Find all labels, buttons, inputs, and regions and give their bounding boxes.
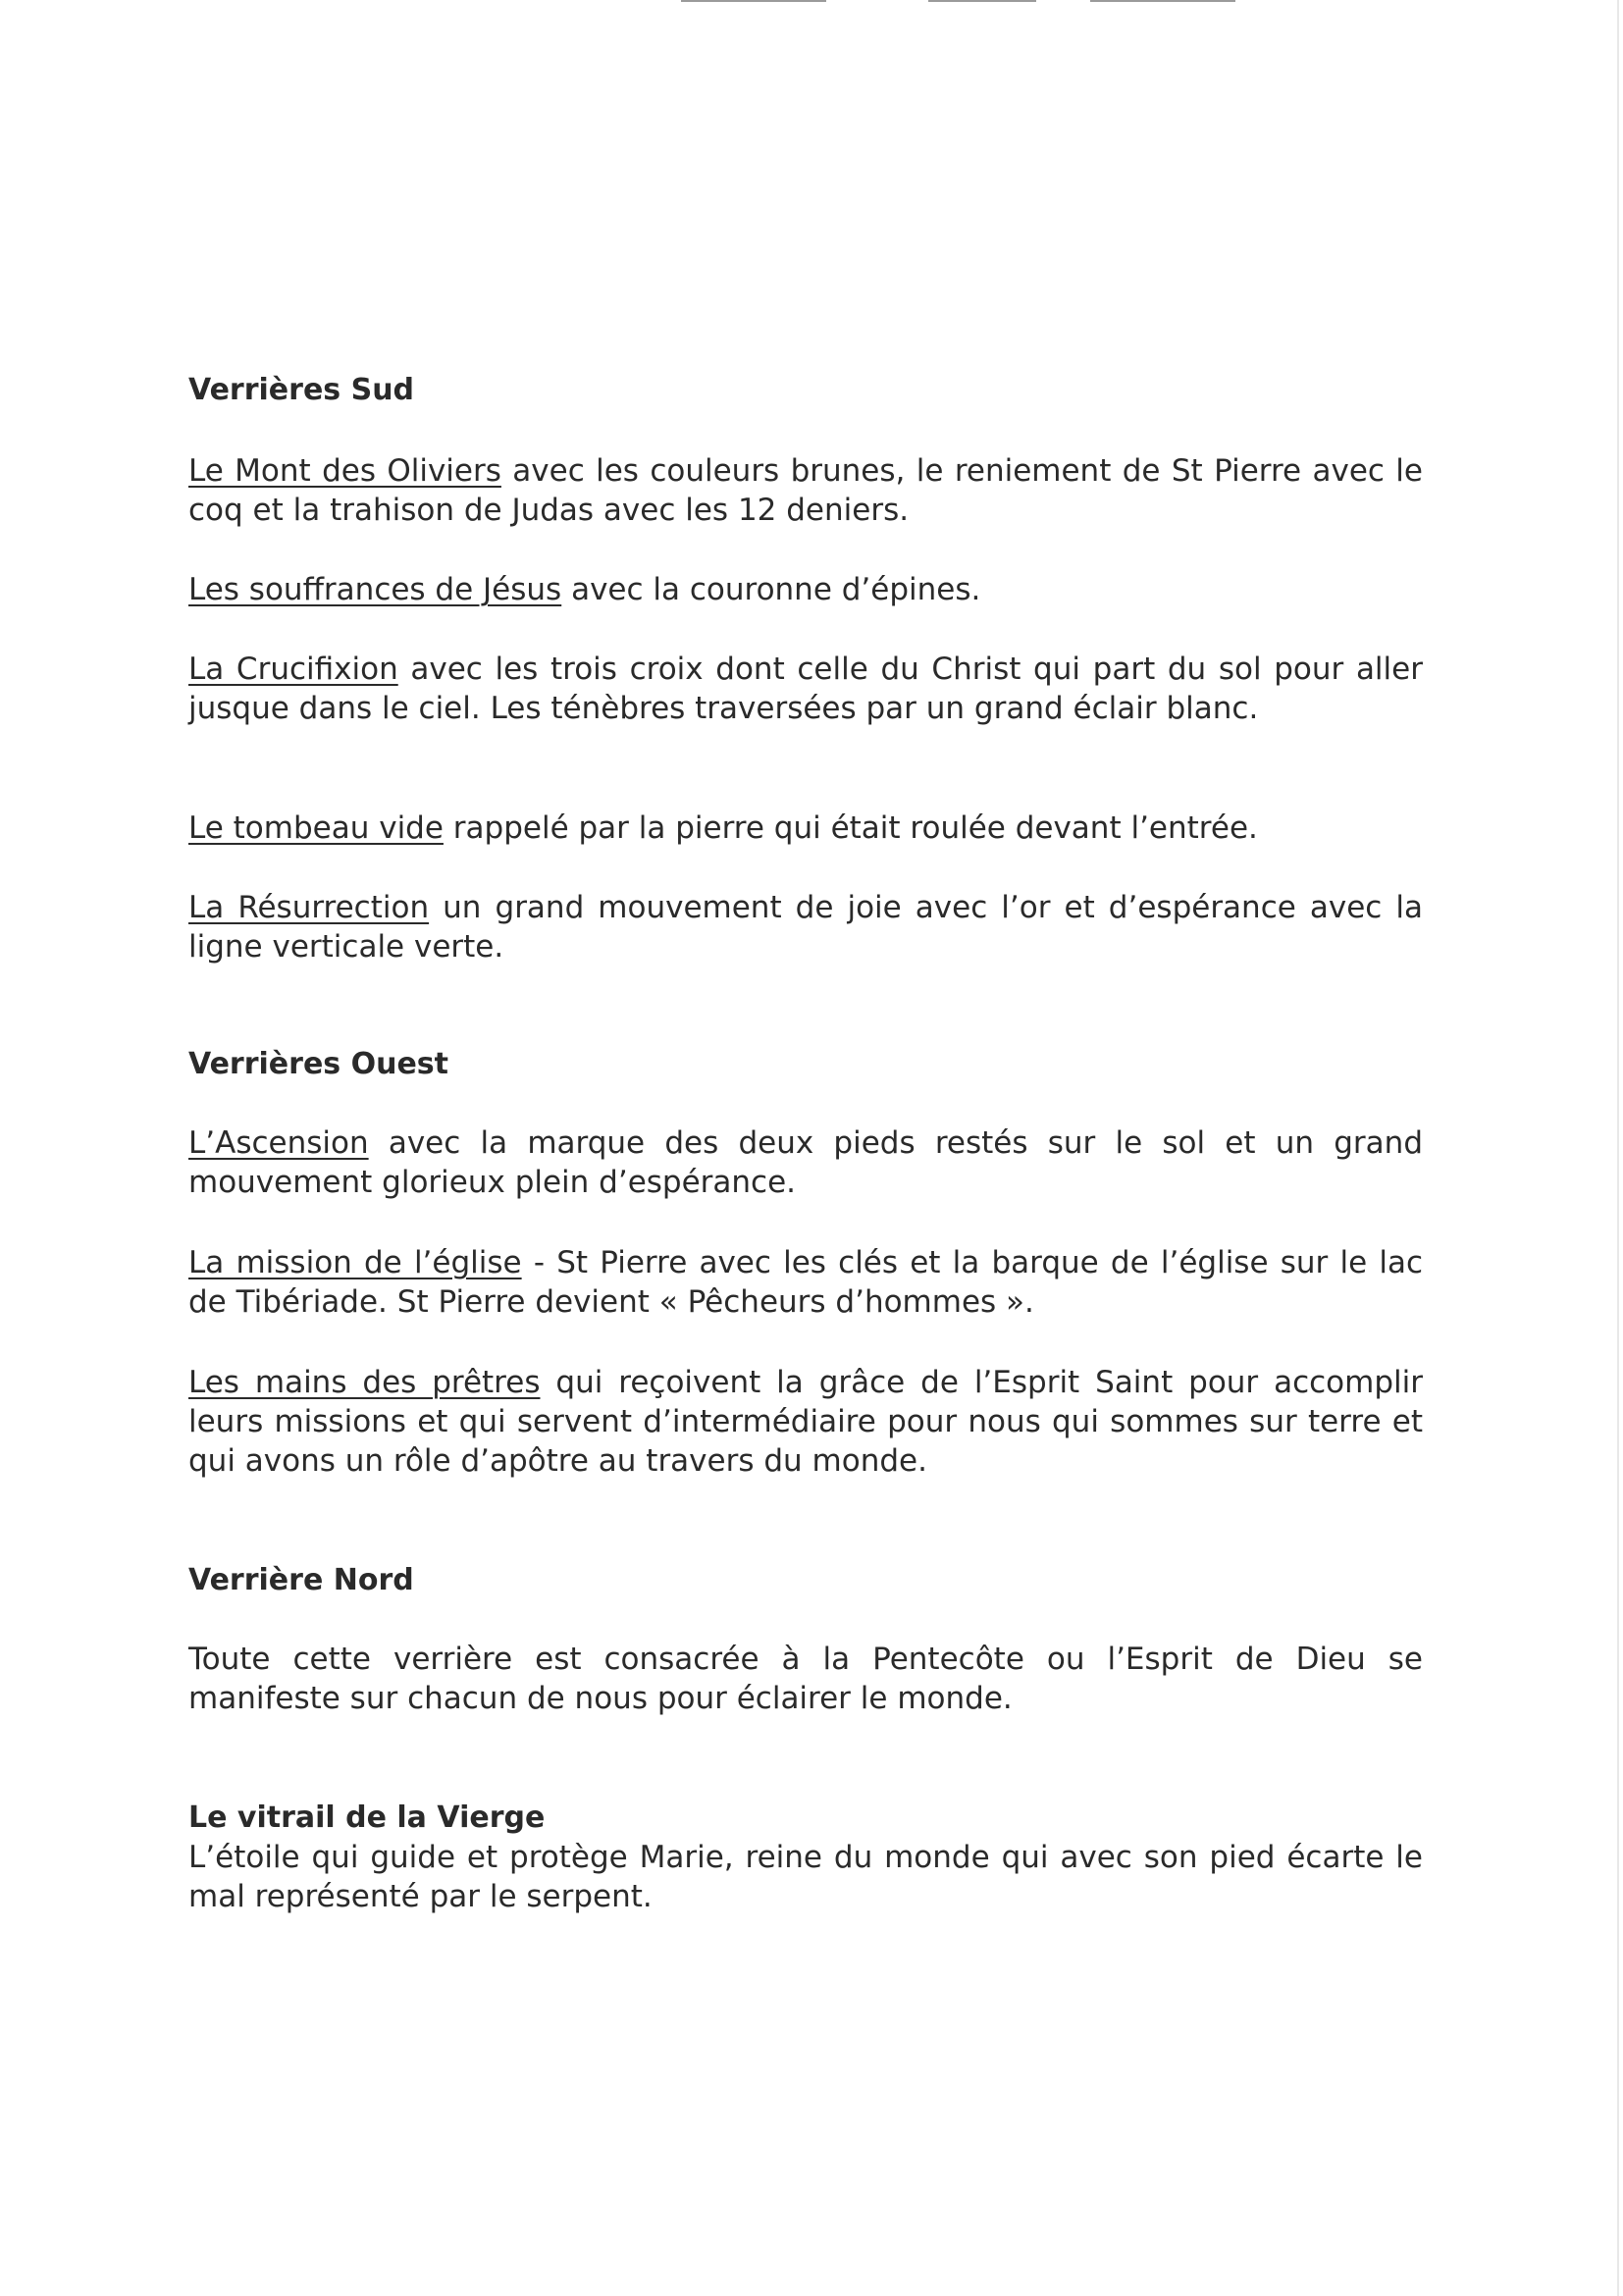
paragraph-resurrection [188,888,1423,966]
paragraph-mission-eglise [188,1243,1423,1322]
section-heading-verriere-nord: Verrière Nord [188,1563,414,1597]
paragraph-text: rappelé par la pierre qui était roulée devant l’entrée. [443,810,1258,846]
paragraph-mains-des-pretres [188,1363,1423,1481]
paragraph-crucifixion [188,650,1423,728]
scan-edge-mark [928,0,1036,2]
paragraph-title: La mission de l’église [188,1245,522,1280]
scan-edge-mark [681,0,826,2]
scan-edge-mark [1090,0,1235,2]
paragraph-title: Le Mont des Oliviers [188,453,501,489]
section-heading-verrieres-ouest: Verrières Ouest [188,1047,448,1081]
page-edge-shadow [1617,0,1619,2296]
paragraph-text: un grand mouvement de joie avec l’or et d’espérance avec la ligne verticale verte. [188,890,1423,965]
paragraph-title: L’Ascension [188,1125,369,1161]
paragraph-text: L’étoile qui guide et protège Marie, reine du monde qui avec son pied écarte le mal représenté par le serpent. [188,1840,1423,1914]
paragraph-ascension [188,1123,1423,1202]
document-page [188,371,1423,1916]
paragraph-title: Le tombeau vide [188,810,444,846]
paragraph-pentecote [188,1640,1423,1718]
paragraph-title: La Résurrection [188,890,430,925]
paragraph-souffrances [188,570,1423,609]
paragraph-mont-des-oliviers [188,451,1423,530]
paragraph-text: qui reçoivent la grâce de l’Esprit Saint pour accomplir leurs missions et qui servent d’intermédiaire pour nous qui sommes sur terre et qui avons un rôle d’apôtre au travers du monde. [188,1365,1423,1479]
paragraph-title: La Crucifixion [188,652,398,687]
paragraph-text: Toute cette verrière est consacrée à la Pentecôte ou l’Esprit de Dieu se manifeste sur chacun de nous pour éclairer le monde. [188,1642,1423,1716]
paragraph-text: - St Pierre avec les clés et la barque de l’église sur le lac de Tibériade. St Pierre devient « Pêcheurs d’hommes ». [188,1245,1424,1320]
paragraph-etoile-marie [188,1838,1423,1916]
paragraph-text: avec les trois croix dont celle du Christ qui part du sol pour aller jusque dans le ciel. Les ténèbres traversées par un grand éclair blanc. [188,652,1423,726]
paragraph-title: Les mains des prêtres [188,1365,541,1400]
paragraph-text: avec la couronne d’épines. [561,572,981,607]
paragraph-tombeau-vide [188,809,1423,848]
section-heading-verrieres-sud: Verrières Sud [188,373,415,407]
section-heading-vitrail-vierge: Le vitrail de la Vierge [188,1800,546,1835]
paragraph-text: avec les couleurs brunes, le reniement de St Pierre avec le coq et la trahison de Judas avec les 12 deniers. [188,453,1423,528]
paragraph-title: Les souffrances de Jésus [188,572,562,607]
paragraph-text: avec la marque des deux pieds restés sur le sol et un grand mouvement glorieux plein d’espérance. [188,1125,1423,1200]
